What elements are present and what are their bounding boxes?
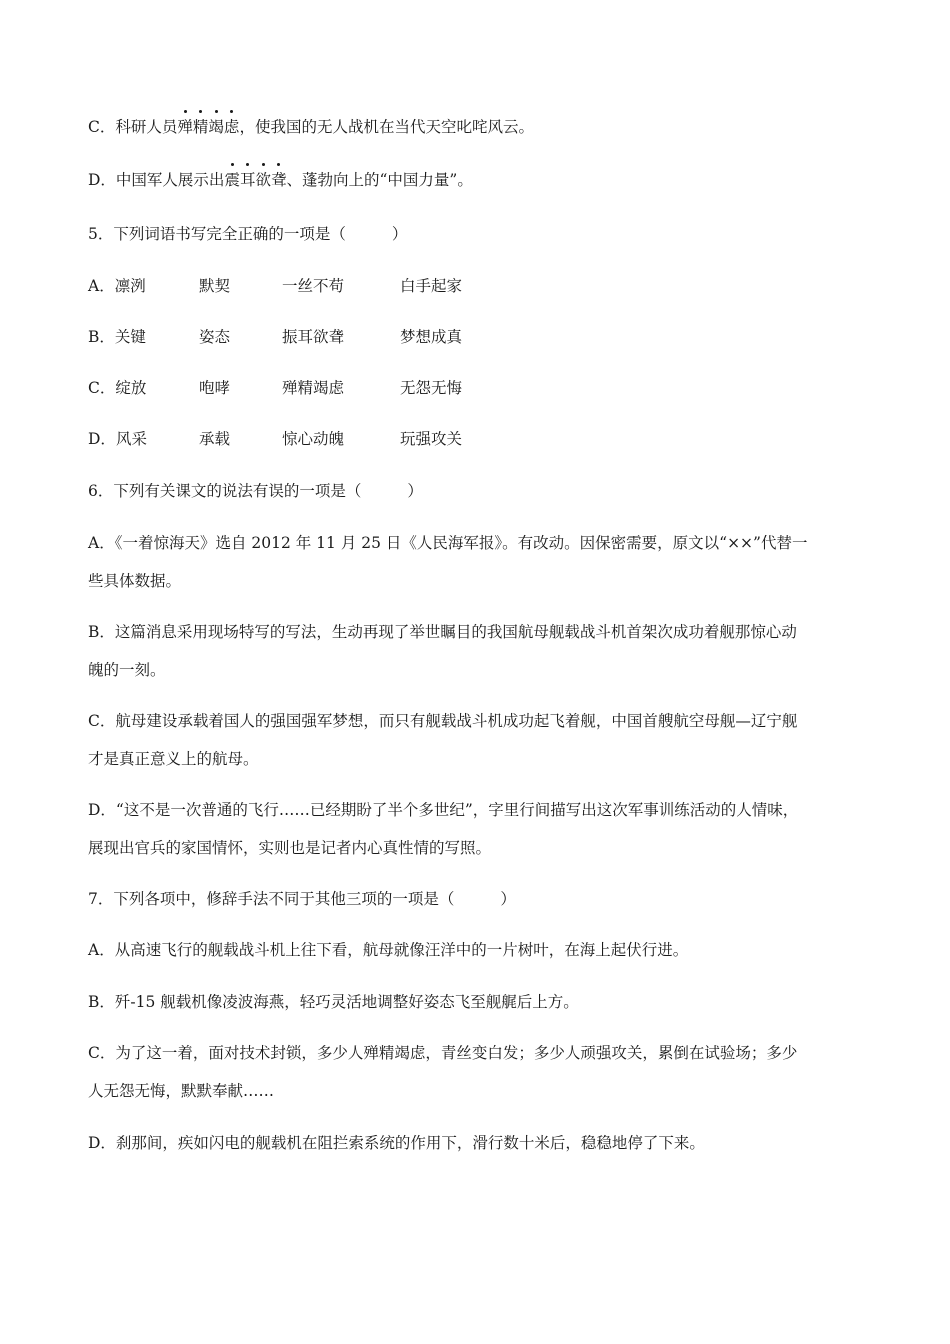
option-word: 白手起家 — [400, 277, 463, 295]
option-label: C．绽放 — [88, 379, 147, 397]
q7-stem: 7．下列各项中，修辞手法不同于其他三项的一项是（ ） — [88, 890, 516, 908]
option-word: 惊心动魄 — [282, 430, 345, 448]
option-word: 振耳欲聋 — [282, 328, 345, 346]
q7-option-c-line1: C．为了这一着，面对技术封锁，多少人殚精竭虑，青丝变白发；多少人顽强攻关，累倒在试验场；多少 — [88, 1044, 798, 1062]
emphasis-char: 虑 — [223, 118, 240, 136]
emphasis-char: 聋 — [270, 171, 287, 189]
q7-option-a: A．从高速飞行的舰载战斗机上往下看，航母就像汪洋中的一片树叶，在海上起伏行进。 — [88, 941, 689, 959]
option-word: 默契 — [199, 277, 231, 295]
option-word: 无怨无悔 — [400, 379, 463, 397]
q6-stem: 6．下列有关课文的说法有误的一项是（ ） — [88, 482, 423, 500]
option-word: 殚精竭虑 — [282, 379, 345, 397]
option-word: 一丝不苟 — [282, 277, 345, 295]
q7-option-d: D．刹那间，疾如闪电的舰载机在阻拦索系统的作用下，滑行数十米后，稳稳地停了下来。 — [88, 1134, 705, 1152]
q6-option-b-line1: B．这篇消息采用现场特写的写法，生动再现了举世瞩目的我国航母舰载战斗机首架次成功着舰那惊心动 — [88, 623, 797, 641]
option-label: D．风采 — [88, 430, 147, 448]
q7-option-c-line2: 人无怨无悔，默默奉献…… — [88, 1082, 275, 1100]
q6-option-c-line2: 才是真正意义上的航母。 — [88, 750, 259, 768]
q6-option-b-line2: 魄的一刻。 — [88, 661, 166, 679]
option-word: 玩强攻关 — [400, 430, 463, 448]
emphasis-char: 欲 — [255, 171, 271, 189]
option-word: 梦想成真 — [400, 328, 463, 346]
option-word: 姿态 — [199, 328, 231, 346]
option-label: B．关键 — [88, 328, 146, 346]
q6-option-a-line1: A．《一着惊海天》选自 2012 年 11 月 25 日《人民海军报》。有改动。因保密需要，原文以“××”代替一 — [88, 534, 808, 552]
q6-option-c-line1: C．航母建设承载着国人的强国强军梦想，而只有舰载战斗机成功起飞着舰，中国首艘航空母舰—辽宁舰 — [88, 712, 798, 730]
q4-option-d: D．中国军人展示出震耳欲聋、蓬勃向上的“中国力量”。 — [88, 171, 473, 189]
emphasis-char: 精 — [192, 118, 209, 136]
option-label: A．凛洌 — [88, 277, 146, 295]
q6-option-d-line1: D．“这不是一次普通的飞行……已经期盼了半个多世纪”，字里行间描写出这次军事训练活动的人情味， — [88, 801, 799, 819]
emphasis-char: 耳 — [239, 171, 256, 189]
q7-option-b: B．歼-15 舰载机像凌波海燕，轻巧灵活地调整好姿态飞至舰艉后上方。 — [88, 993, 579, 1011]
emphasis-char: 震 — [224, 171, 240, 189]
option-word: 咆哮 — [199, 379, 231, 397]
emphasis-char: 殚 — [177, 118, 193, 136]
q5-stem: 5．下列词语书写完全正确的一项是（ ） — [88, 225, 408, 243]
q4-option-c: C．科研人员殚精竭虑，使我国的无人战机在当代天空叱咤风云。 — [88, 118, 534, 136]
q6-option-a-line2: 些具体数据。 — [88, 572, 182, 590]
option-word: 承载 — [199, 430, 231, 448]
emphasis-char: 竭 — [208, 118, 224, 136]
q6-option-d-line2: 展现出官兵的家国情怀，实则也是记者内心真性情的写照。 — [88, 839, 492, 857]
